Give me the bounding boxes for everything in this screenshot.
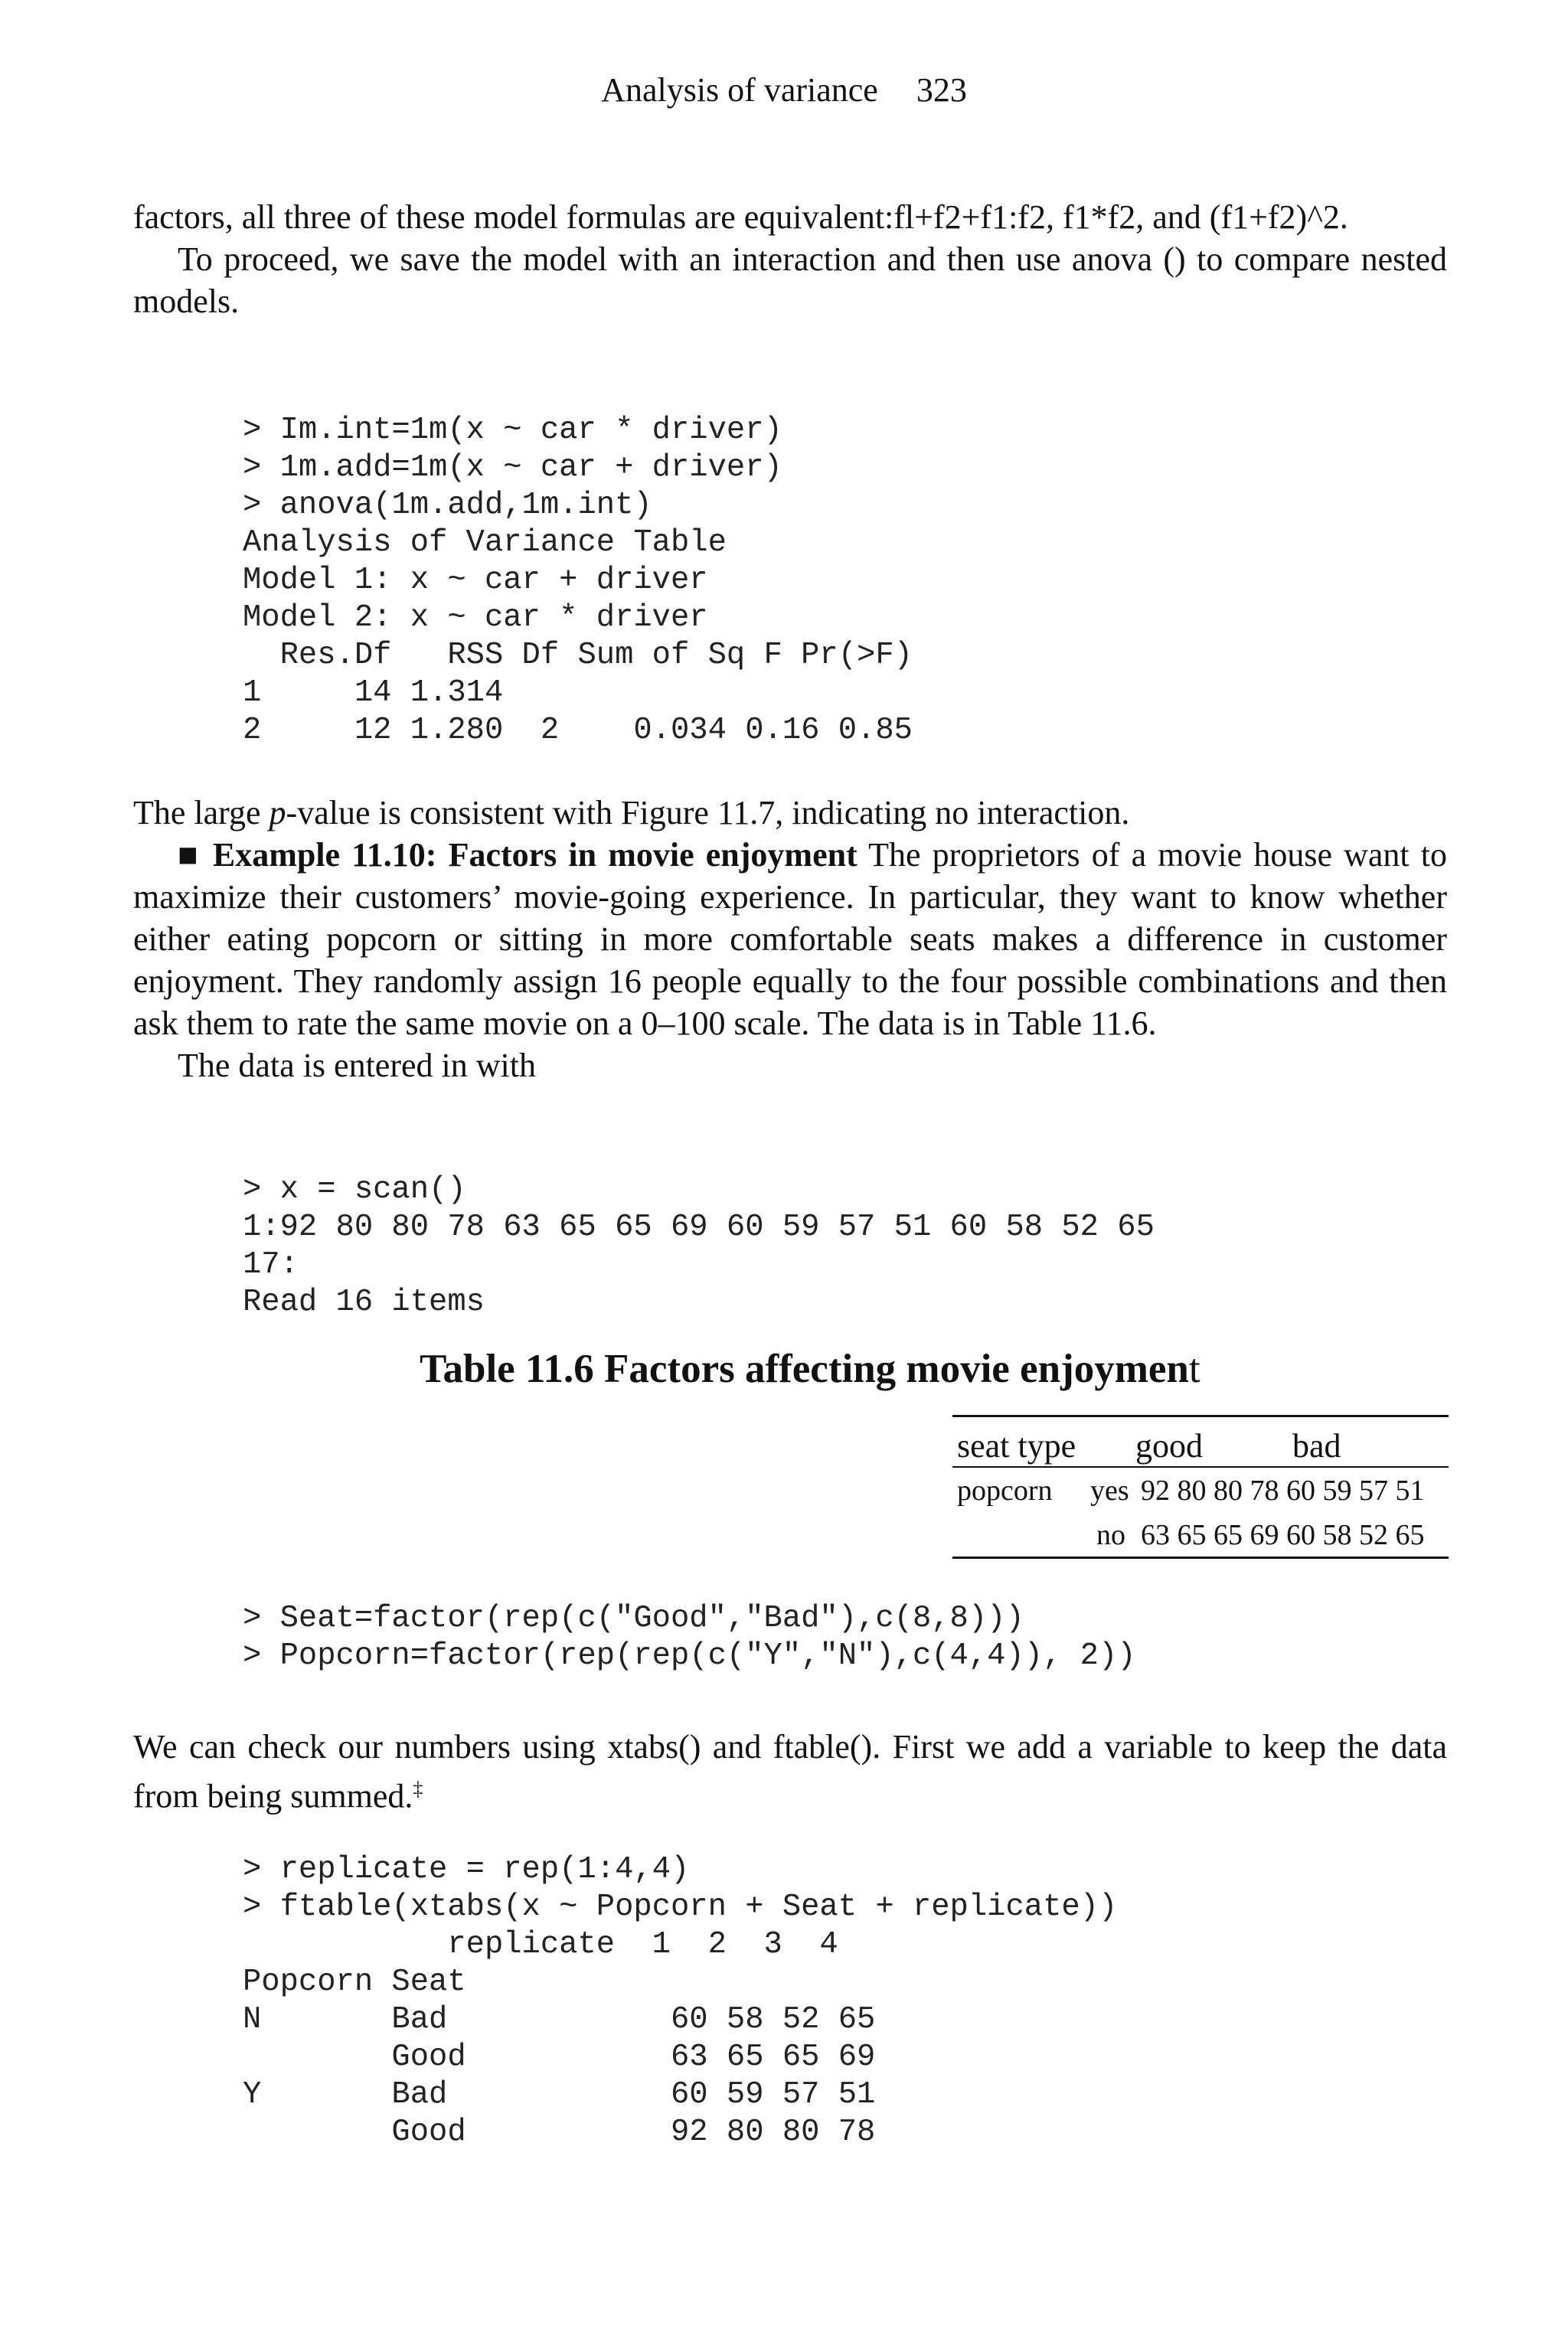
row-yes-label: yes xyxy=(1090,1475,1129,1507)
paragraph-xtabs xyxy=(133,1726,1447,1818)
row-label-popcorn: popcorn xyxy=(957,1475,1053,1507)
page-number: 323 xyxy=(916,71,967,109)
footnote-marker: ‡ xyxy=(413,1778,423,1800)
code-ftable: > replicate = rep(1:4,4) > ftable(xtabs(x ~ Popcorn + Seat + replicate)) replicate 1 2 3 4 Popcorn Seat N Bad 60 58 52 65 Good 63 65 65 69 Y Bad 60 59 57 51 Good 92 80 80 78 xyxy=(243,1852,1118,2150)
header-bad: bad xyxy=(1292,1427,1341,1465)
table-header-row xyxy=(952,1417,1449,1468)
running-head xyxy=(0,70,1568,109)
paragraph-pvalue xyxy=(133,792,1447,834)
running-head-title: Analysis of variance xyxy=(601,71,878,109)
row-no-label: no xyxy=(1096,1519,1125,1551)
header-good: good xyxy=(1135,1427,1203,1465)
pvalue-italic: p xyxy=(269,794,286,831)
paragraph-block-example xyxy=(133,792,1447,1086)
code-anova: > Im.int=1m(x ~ car * driver) > 1m.add=1m(x ~ car + driver) > anova(1m.add,1m.int) Analysis of Variance Table Model 1: x ~ car + driver Model 2: x ~ car * driver Res.Df RSS Df Sum of Sq F Pr(>F) 1 14 1.314 2 12 1.280 2 0.034 0.16 0.85 xyxy=(243,413,913,748)
paragraph-block-xtabs xyxy=(133,1726,1447,1818)
pvalue-text-post: -value is consistent with Figure 11.7, indicating no interaction. xyxy=(286,794,1130,831)
code-scan: > x = scan() 1:92 80 80 78 63 65 65 69 60 59 57 51 60 58 52 65 17: Read 16 items xyxy=(243,1172,1155,1320)
row-yes-values: 92 80 80 78 60 59 57 51 xyxy=(1141,1475,1425,1507)
table-row-yes xyxy=(952,1468,1449,1512)
example-body: The proprietors of a movie house want to maximize their customers’ movie-going experience. In particular, they want to know whether either eating popcorn or sitting in more comfortable seats makes a difference in customer enjoyment. They randomly assign 16 people equally to the four possible combinations and then ask them to rate the same movie on a 0–100 scale. The data is in Table 11.6. xyxy=(133,836,1448,1042)
table-row-no xyxy=(952,1512,1449,1557)
pvalue-text-pre: The large xyxy=(133,794,270,831)
row-no-values: 63 65 65 69 60 58 52 65 xyxy=(1141,1519,1425,1551)
paragraph-data-entered: The data is entered in with xyxy=(178,1047,536,1084)
example-heading: Example 11.10: Factors in movie enjoyment xyxy=(212,836,858,874)
paragraph-proceed: To proceed, we save the model with an interaction and then use anova () to compare nested models. xyxy=(133,240,1447,320)
header-seat-type: seat type xyxy=(957,1427,1076,1465)
table-title-text: Table 11.6 Factors affecting movie enjoymen xyxy=(420,1347,1189,1391)
xtabs-text: We can check our numbers using xtabs() and ftable(). First we add a variable to keep the data from being summed. xyxy=(133,1728,1447,1815)
example-marker: ■ xyxy=(178,836,201,874)
table-title xyxy=(420,1346,1200,1392)
paragraph-example-11-10 xyxy=(133,834,1447,1044)
table-title-last-char: t xyxy=(1188,1347,1200,1391)
paragraph-formulas: factors, all three of these model formulas are equivalent:fl+f2+f1:f2, f1*f2, and (f1+f2)^2. xyxy=(133,198,1348,236)
table-11-6 xyxy=(952,1415,1449,1559)
paragraph-intro xyxy=(133,196,1447,322)
code-factors: > Seat=factor(rep(c("Good","Bad"),c(8,8))) > Popcorn=factor(rep(rep(c("Y","N"),c(4,4)), 2)) xyxy=(243,1601,1136,1674)
